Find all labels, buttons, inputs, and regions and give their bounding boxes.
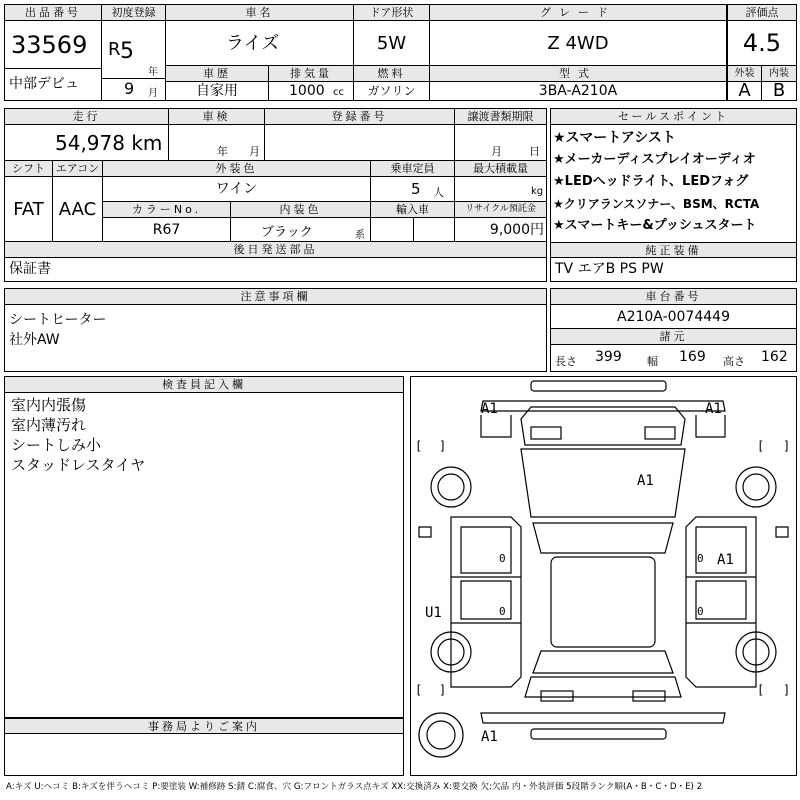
displacement-value: 1000	[289, 83, 325, 99]
chassis-label: 車台番号	[551, 289, 796, 305]
first-registration-label: 初度登録	[102, 5, 166, 21]
sales-points-list	[553, 127, 796, 237]
length-label: 長さ	[555, 355, 577, 368]
shift-label: シフト	[5, 161, 53, 177]
office-label: 事務局よりご案内	[5, 718, 403, 734]
inspection-label: 車検	[169, 109, 265, 125]
sales-point-item: ★クリアランスソナー、BSM、RCTA	[553, 197, 760, 211]
car-history: 自家用	[166, 82, 269, 100]
fuel-label: 燃料	[354, 66, 430, 82]
sales-point-item: ★スマートキー&プッシュスタート	[553, 218, 757, 233]
plate-label: 登録番号	[265, 109, 455, 125]
aircon-type: AAC	[53, 177, 103, 242]
inspector-notes	[11, 395, 145, 475]
year-unit: 年	[148, 67, 158, 78]
displacement	[269, 82, 354, 100]
first-registration-month	[102, 79, 166, 100]
sales-points-label: セールスポイント	[551, 109, 796, 125]
exterior-color: ワイン	[103, 177, 371, 202]
car-name: ライズ	[166, 21, 354, 66]
max-load-label: 最大積載量	[455, 161, 546, 177]
specs-label: 諸元	[551, 329, 796, 345]
interior-color-value: ブラック	[261, 225, 313, 240]
inspector-note-item: スタッドレスタイヤ	[11, 456, 146, 474]
recycle-label: リサイクル預託金	[455, 202, 546, 218]
inspector-note-item: 室内薄汚れ	[11, 416, 87, 434]
transfer-month-unit: 月	[491, 145, 502, 158]
inspector-box	[4, 376, 404, 718]
car-outline-diagram	[411, 377, 796, 775]
sales-point-item: ★スマートアシスト	[553, 130, 676, 146]
car-name-label: 車名	[166, 5, 354, 21]
color-no-label: カラーNo.	[103, 202, 231, 218]
import-status	[371, 218, 455, 242]
month-unit: 月	[148, 88, 158, 99]
import-label: 輸入車	[371, 202, 455, 218]
mileage-label: 走行	[5, 109, 169, 125]
transfer-deadline-label: 譲渡書類期限	[455, 109, 546, 125]
exterior-score: A	[727, 82, 762, 100]
displacement-unit: cc	[333, 87, 344, 98]
bracket-mark: [	[415, 439, 423, 453]
capacity-value: 5	[411, 180, 421, 198]
damage-legend: A:キズ U:ヘコミ B:キズを伴うヘコミ P:要塗装 W:補修跡 S:錆 C:腐食、穴 G:フロントガラス点キズ XX:交換済み X:要交換 欠:欠品 内・外装評価 5段階ランク順(A・B・C・D・E) 2	[6, 782, 703, 792]
damage-left-front-door: 0	[499, 552, 506, 565]
width-value: 169	[679, 349, 706, 365]
shift-type: FAT	[5, 177, 53, 242]
height-value: 162	[761, 349, 788, 365]
inspection-year-unit: 年	[217, 145, 228, 158]
max-load-unit: kg	[531, 186, 544, 197]
damage-right-rear-door: A1	[717, 552, 734, 568]
capacity	[371, 177, 455, 202]
inspector-note-item: シートしみ小	[11, 436, 102, 454]
capacity-label: 乗車定員	[371, 161, 455, 177]
later-parts: 保証書	[9, 261, 51, 277]
damage-right-front-door: 0	[697, 552, 704, 565]
height-label: 高さ	[723, 355, 745, 368]
office-box	[4, 718, 404, 776]
genuine-equipment-label: 純正装備	[551, 242, 796, 258]
later-parts-label: 後日発送部品	[5, 242, 546, 258]
transfer-deadline	[455, 125, 546, 161]
sales-points-box	[550, 108, 797, 282]
lot-number: 33569	[5, 21, 102, 69]
bracket-mark: ]	[439, 683, 447, 697]
sales-point-item: ★LEDヘッドライト、LEDフォグ	[553, 174, 749, 189]
bracket-mark: ]	[783, 439, 791, 453]
exterior-score-label: 外装	[727, 66, 762, 82]
damage-front-right: A1	[705, 401, 722, 417]
fuel-type: ガソリン	[354, 82, 430, 100]
length-value: 399	[595, 349, 622, 365]
import-box	[413, 218, 414, 242]
notes-box	[4, 288, 547, 372]
recycle-fee: 9,000円	[455, 218, 546, 242]
model-code: 3BA-A210A	[430, 82, 727, 100]
mileage: 54,978 km	[5, 125, 169, 161]
inspection-date	[169, 125, 265, 161]
damage-left-rear-door: 0	[499, 605, 506, 618]
bracket-mark: [	[415, 683, 423, 697]
bracket-mark: ]	[439, 439, 447, 453]
damage-left-rocker: U1	[425, 605, 442, 621]
model-code-label: 型式	[430, 66, 727, 82]
registration-year: 5	[120, 39, 134, 64]
score-label: 評価点	[727, 5, 796, 21]
exterior-color-label: 外装色	[103, 161, 371, 177]
venue-name: 中部デビュ	[5, 69, 102, 100]
interior-color	[231, 218, 371, 242]
note-item: 社外AW	[9, 332, 60, 348]
max-load	[455, 177, 546, 202]
era-letter: R	[108, 39, 121, 60]
interior-color-suffix: 系	[355, 230, 365, 241]
width-label: 幅	[647, 355, 658, 368]
interior-score-label: 内装	[762, 66, 796, 82]
note-item: シートヒーター	[9, 312, 107, 328]
genuine-equipment: TV エアB PS PW	[555, 261, 664, 277]
sales-point-item: ★メーカーディスプレイオーディオ	[553, 152, 756, 167]
damage-rear-bumper: A1	[481, 729, 498, 745]
header-info-table	[4, 4, 797, 101]
inspector-label: 検査員記入欄	[5, 377, 403, 393]
first-registration-year	[102, 21, 166, 79]
vehicle-details-table	[4, 108, 547, 282]
auction-score: 4.5	[727, 21, 796, 66]
lot-number-label: 出品番号	[5, 5, 102, 21]
door-label: ドア形状	[354, 5, 430, 21]
bracket-mark: [	[757, 683, 765, 697]
history-label: 車歴	[166, 66, 269, 82]
interior-color-label: 内装色	[231, 202, 371, 218]
door-type: 5W	[354, 21, 430, 66]
damage-right-rear-panel: 0	[697, 605, 704, 618]
interior-score: B	[772, 82, 786, 100]
capacity-unit: 人	[433, 186, 444, 199]
inspector-note-item: 室内内張傷	[11, 396, 87, 414]
registration-month: 9	[124, 79, 135, 98]
damage-front-left: A1	[481, 401, 498, 417]
grade: Z 4WD	[430, 21, 727, 66]
dimensions	[551, 345, 796, 371]
chassis-specs-box	[550, 288, 797, 372]
bracket-mark: [	[757, 439, 765, 453]
damage-diagram	[410, 376, 797, 776]
transfer-day-unit: 日	[529, 145, 540, 158]
grade-label: グレード	[430, 5, 727, 21]
notes-label: 注意事項欄	[5, 289, 546, 305]
plate-number	[265, 125, 455, 161]
bracket-mark: ]	[783, 683, 791, 697]
inspection-month-unit: 月	[249, 145, 260, 158]
displacement-label: 排気量	[269, 66, 354, 82]
chassis-number: A210A-0074449	[551, 305, 796, 329]
color-number: R67	[103, 218, 231, 242]
damage-hood: A1	[637, 473, 654, 489]
aircon-label: エアコン	[53, 161, 103, 177]
